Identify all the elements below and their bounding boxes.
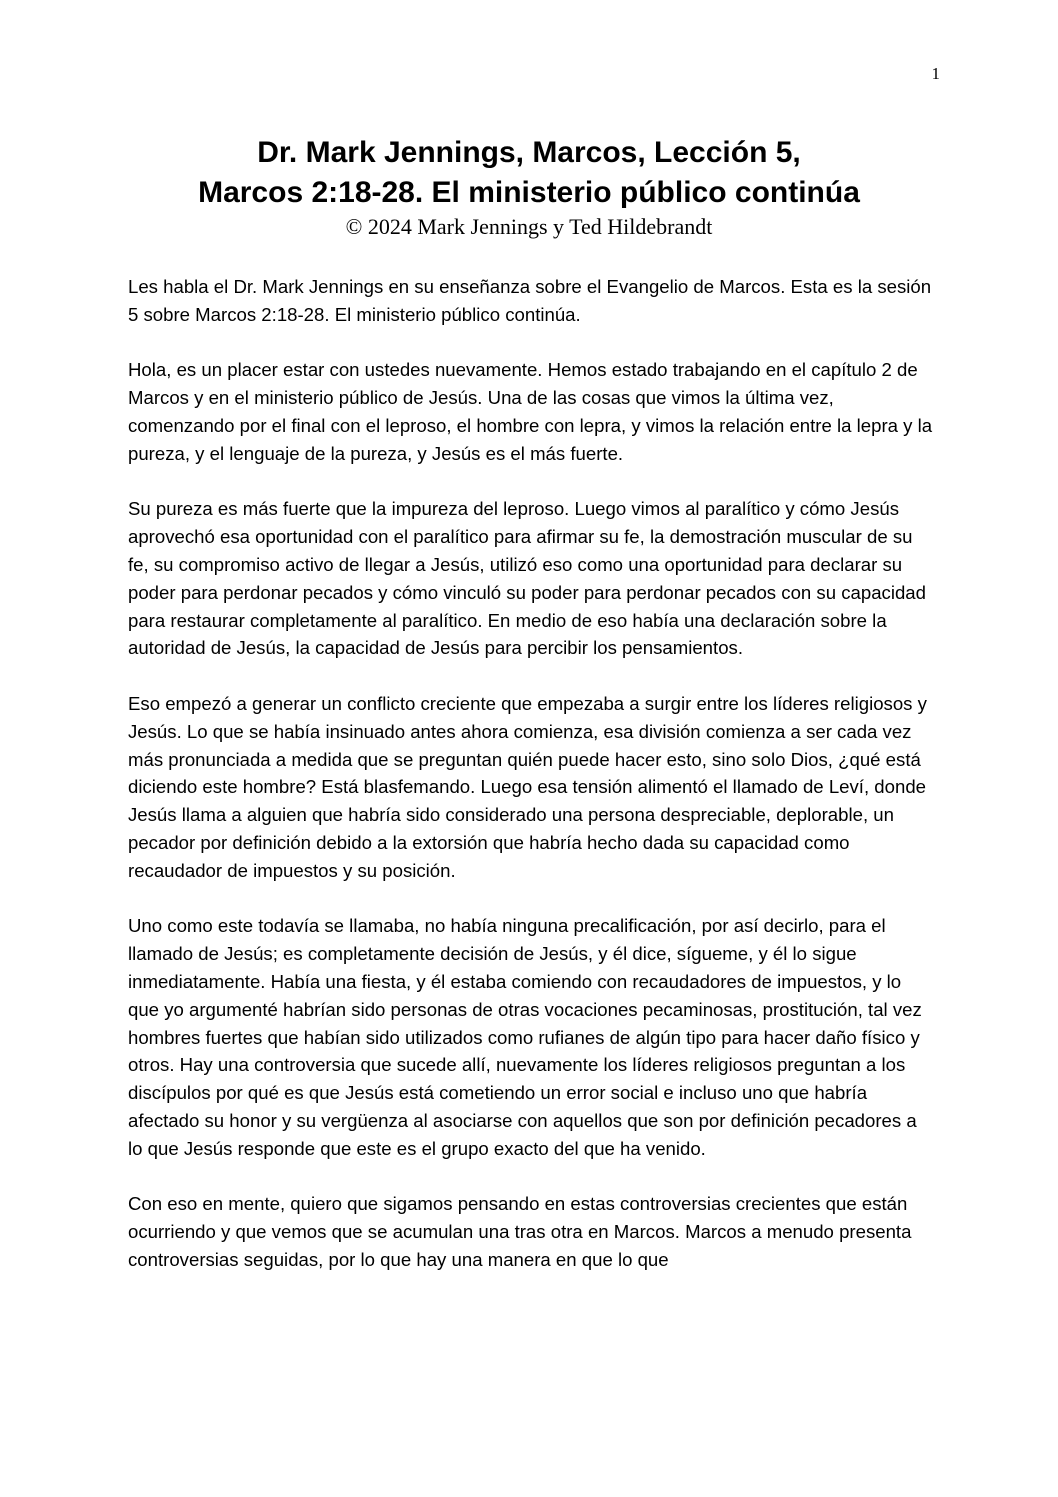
document-body [128,273,936,1301]
paragraph-5: Uno como este todavía se llamaba, no había ninguna precalificación, por así decirlo, para el llamado de Jesús; es completamente decisión de Jesús, y él dice, sígueme, y él lo sigue inmediatamente. Había una fiesta, y él estaba comiendo con recaudadores de impuestos, y lo que yo argumenté habrían sido personas de otras vocaciones pecaminosas, prostitución, tal vez hombres fuertes que habían sido utilizados como rufianes de algún tipo para hacer daño físico y otros. Hay una controversia que sucede allí, nuevamente los líderes religiosos preguntan a los discípulos por qué es que Jesús está cometiendo un error social e incluso uno que habría afectado su honor y su vergüenza al asociarse con aquellos que son por definición pecadores a lo que Jesús responde que este es el grupo exacto del que ha venido. [128,915,922,1159]
document-title-line-1: Dr. Mark Jennings, Marcos, Lección 5, [257,136,801,169]
document-title-line-2: Marcos 2:18-28. El ministerio público continúa [198,176,860,209]
paragraph-6: Con eso en mente, quiero que sigamos pensando en estas controversias crecientes que están ocurriendo y que vemos que se acumulan una tras otra en Marcos. Marcos a menudo presenta controversias seguidas, por lo que hay una manera en que lo que [128,1193,912,1270]
copyright-notice: © 2024 Mark Jennings y Ted Hildebrandt [345,214,713,239]
paragraph-4: Eso empezó a generar un conflicto creciente que empezaba a surgir entre los líderes religiosos y Jesús. Lo que se había insinuado antes ahora comienza, esa división comienza a ser cada vez más pronunciada a medida que se preguntan quién puede hacer esto, sino solo Dios, ¿qué está diciendo este hombre? Está blasfemando. Luego esa tensión alimentó el llamado de Leví, donde Jesús llama a alguien que habría sido considerado una persona despreciable, deplorable, un pecador por definición debido a la extorsión que habría hecho dada su capacidad como recaudador de impuestos y su posición. [128,692,927,881]
paragraph-1: Les habla el Dr. Mark Jennings en su enseñanza sobre el Evangelio de Marcos. Esta es la sesión 5 sobre Marcos 2:18-28. El ministerio público continúa. [128,276,932,325]
page-number: 1 [931,64,940,83]
paragraph-2: Hola, es un placer estar con ustedes nuevamente. Hemos estado trabajando en el capítulo 2 de Marcos y en el ministerio público de Jesús. Una de las cosas que vimos la última vez, comenzando por el final con el leproso, el hombre con lepra, y vimos la relación entre la lepra y la pureza, y el lenguaje de la pureza, y Jesús es el más fuerte. [128,359,933,464]
paragraph-3: Su pureza es más fuerte que la impureza del leproso. Luego vimos al paralítico y cómo Jesús aprovechó esa oportunidad con el paralítico para afirmar su fe, la demostración muscular de su fe, su compromiso activo de llegar a Jesús, utilizó eso como una oportunidad para declarar su poder para perdonar pecados y cómo vinculó su poder para perdonar pecados con su capacidad para restaurar completamente al paralítico. En medio de eso había una declaración sobre la autoridad de Jesús, la capacidad de Jesús para percibir los pensamientos. [128,498,926,659]
document-header [0,133,1058,241]
